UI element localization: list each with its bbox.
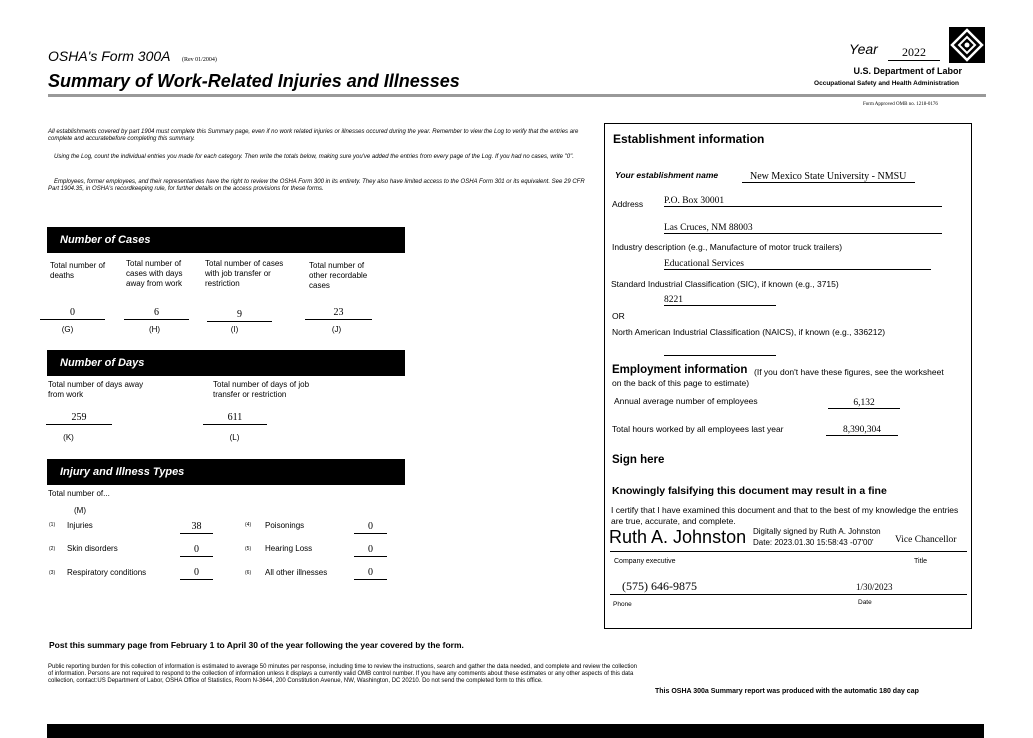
type-2-label: Skin disorders xyxy=(67,544,118,553)
header-rule xyxy=(48,94,986,97)
phone-field[interactable]: (575) 646-9875 xyxy=(622,579,697,593)
type-5-value[interactable]: 0 xyxy=(354,543,387,557)
days-header: Number of Days xyxy=(47,350,405,376)
avg-employees-label: Annual average number of employees xyxy=(614,396,758,406)
address-label: Address xyxy=(612,199,644,209)
date-label: Date xyxy=(858,599,872,606)
omb-number: Form Approved OMB no. 1218-0176 xyxy=(863,102,938,107)
digital-signature-line-1: Digitally signed by Ruth A. Johnston xyxy=(753,527,881,536)
instructions-para-1: All establishments covered by part 1904 must complete this Summary page, even if no work related injuries or illnesses occured during the year. Remember to view the Log to verify that the entries are complete and accuratebefore completing this summary. xyxy=(48,129,579,142)
phone-date-underline xyxy=(610,594,967,595)
employment-subtitle: (If you don't have these figures, see the worksheet on the back of this page to estimate) xyxy=(612,367,944,388)
days-transfer-value[interactable]: 611 xyxy=(203,411,267,425)
sic-field[interactable]: 8221 xyxy=(664,295,776,306)
code-k: (K) xyxy=(63,433,74,442)
type-4-label: Poisonings xyxy=(265,521,305,530)
signature-field[interactable] xyxy=(607,526,897,552)
type-6-num: (6) xyxy=(245,570,252,576)
cases-away-value[interactable]: 6 xyxy=(124,306,189,320)
type-2-num: (2) xyxy=(49,546,56,552)
post-notice: Post this summary page from February 1 to April 30 of the year following the year covered by the form. xyxy=(49,640,464,650)
naics-label: North American Industrial Classification (NAICS), if known (e.g., 336212) xyxy=(612,327,886,337)
form-title: OSHA's Form 300A xyxy=(48,48,171,64)
falsifying-warning: Knowingly falsifying this document may result in a fine xyxy=(612,485,887,497)
type-3-num: (3) xyxy=(49,570,56,576)
type-5-num: (5) xyxy=(245,546,252,552)
burden-statement: Public reporting burden for this collection of information is estimated to average 50 minutes per response, including time to review the instructions, search and gather the data needed, and complete and review the collection of information. Persons are not required to respond to the collection of information unless it displays a currently valid OMB control number. If you have any comments about these estimates or any other aspects of this data collection, contact:US Department of Labor, OSHA Office of Statistics, Room N-3644, 200 Constitution Avenue, NW, Washington, DC 20210. Do not send the completed form to this office. xyxy=(48,664,638,684)
address-line-1-field[interactable]: P.O. Box 30001 xyxy=(664,196,942,207)
cases-other-value[interactable]: 23 xyxy=(305,306,372,320)
type-1-value[interactable]: 38 xyxy=(180,520,213,534)
date-field[interactable]: 1/30/2023 xyxy=(856,582,893,592)
revision-label: (Rev 01/2004) xyxy=(182,57,217,63)
cases-transfer-value[interactable]: 9 xyxy=(207,308,272,322)
establishment-name-label: Your establishment name xyxy=(615,170,719,180)
establishment-name-field[interactable]: New Mexico State University - NMSU xyxy=(742,171,915,183)
phone-label: Phone xyxy=(613,601,632,608)
naics-field[interactable] xyxy=(664,342,776,356)
dept-name: U.S. Department of Labor xyxy=(853,66,962,76)
days-away-label: Total number of days away from work xyxy=(48,380,144,399)
address-line-2-field[interactable]: Las Cruces, NM 88003 xyxy=(664,223,942,234)
year-value: 2022 xyxy=(888,45,940,61)
year-label: Year xyxy=(849,41,878,57)
code-j: (J) xyxy=(331,325,342,334)
or-label: OR xyxy=(612,311,625,321)
types-header: Injury and Illness Types xyxy=(47,459,405,485)
code-h: (H) xyxy=(148,325,161,334)
employment-title: Employment information xyxy=(612,364,748,376)
type-6-label: All other illnesses xyxy=(265,568,328,577)
code-m: (M) xyxy=(74,506,86,515)
footer-bar xyxy=(47,724,984,738)
certify-text: I certify that I have examined this document and that to the best of my knowledge the entries are true, accurate, and complete. xyxy=(611,505,959,526)
cases-deaths-label: Total number of deaths xyxy=(50,261,106,280)
title-label: Title xyxy=(914,558,927,565)
code-l: (L) xyxy=(229,433,240,442)
days-away-value[interactable]: 259 xyxy=(46,411,112,425)
industry-label: Industry description (e.g., Manufacture of motor truck trailers) xyxy=(612,242,843,252)
type-1-label: Injuries xyxy=(67,521,93,530)
produced-note: This OSHA 300a Summary report was produced with the automatic 180 day cap xyxy=(655,688,919,695)
instructions-para-2: Using the Log, count the individual entries you made for each category. Then write the totals below, making sure you've added the entries from every page of the Log. If you had no cases, write "0". xyxy=(54,154,574,160)
cases-deaths-value[interactable]: 0 xyxy=(40,306,105,320)
company-executive-label: Company executive xyxy=(614,558,676,565)
total-hours-label: Total hours worked by all employees last year xyxy=(612,424,784,434)
type-2-value[interactable]: 0 xyxy=(180,543,213,557)
type-1-num: (1) xyxy=(49,522,56,528)
code-i: (I) xyxy=(230,325,239,334)
cases-other-label: Total number of other recordable cases xyxy=(309,261,368,290)
digital-signature-line-2: Date: 2023.01.30 15:58:43 -07'00' xyxy=(753,538,874,547)
code-g: (G) xyxy=(61,325,74,334)
type-4-value[interactable]: 0 xyxy=(354,520,387,534)
cases-transfer-label: Total number of cases with job transfer or restriction xyxy=(205,259,284,288)
instructions-para-3: Employees, former employees, and their representatives have the right to review the OSHA Form 300 in its entirety. They also have limited access to the OSHA Form 301 or its equivalent. See 29 CFR Part 1904.35, in OSHA's recordkeeping rule, for further details on the access provisions for these forms. xyxy=(48,179,585,192)
dol-logo-icon xyxy=(949,27,985,63)
signature-underline xyxy=(610,551,967,552)
total-hours-field[interactable]: 8,390,304 xyxy=(826,425,898,436)
establishment-title: Establishment information xyxy=(613,132,765,146)
main-title: Summary of Work-Related Injuries and Illnesses xyxy=(48,71,460,91)
avg-employees-field[interactable]: 6,132 xyxy=(828,398,900,409)
type-3-label: Respiratory conditions xyxy=(67,568,147,577)
type-5-label: Hearing Loss xyxy=(265,544,313,553)
cases-away-label: Total number of cases with days away from work xyxy=(126,259,183,288)
sic-label: Standard Industrial Classification (SIC), if known (e.g., 3715) xyxy=(611,279,839,289)
types-total-label: Total number of... xyxy=(48,489,110,498)
agency-name: Occupational Safety and Health Administration xyxy=(814,80,959,87)
type-3-value[interactable]: 0 xyxy=(180,566,213,580)
executive-title-field[interactable]: Vice Chancellor xyxy=(895,535,957,545)
signature-name: Ruth A. Johnston xyxy=(609,527,747,547)
type-6-value[interactable]: 0 xyxy=(354,566,387,580)
industry-field[interactable]: Educational Services xyxy=(664,259,931,270)
days-transfer-label: Total number of days of job transfer or restriction xyxy=(213,380,310,399)
cases-header: Number of Cases xyxy=(47,227,405,253)
type-4-num: (4) xyxy=(245,522,252,528)
sign-title: Sign here xyxy=(612,454,665,466)
